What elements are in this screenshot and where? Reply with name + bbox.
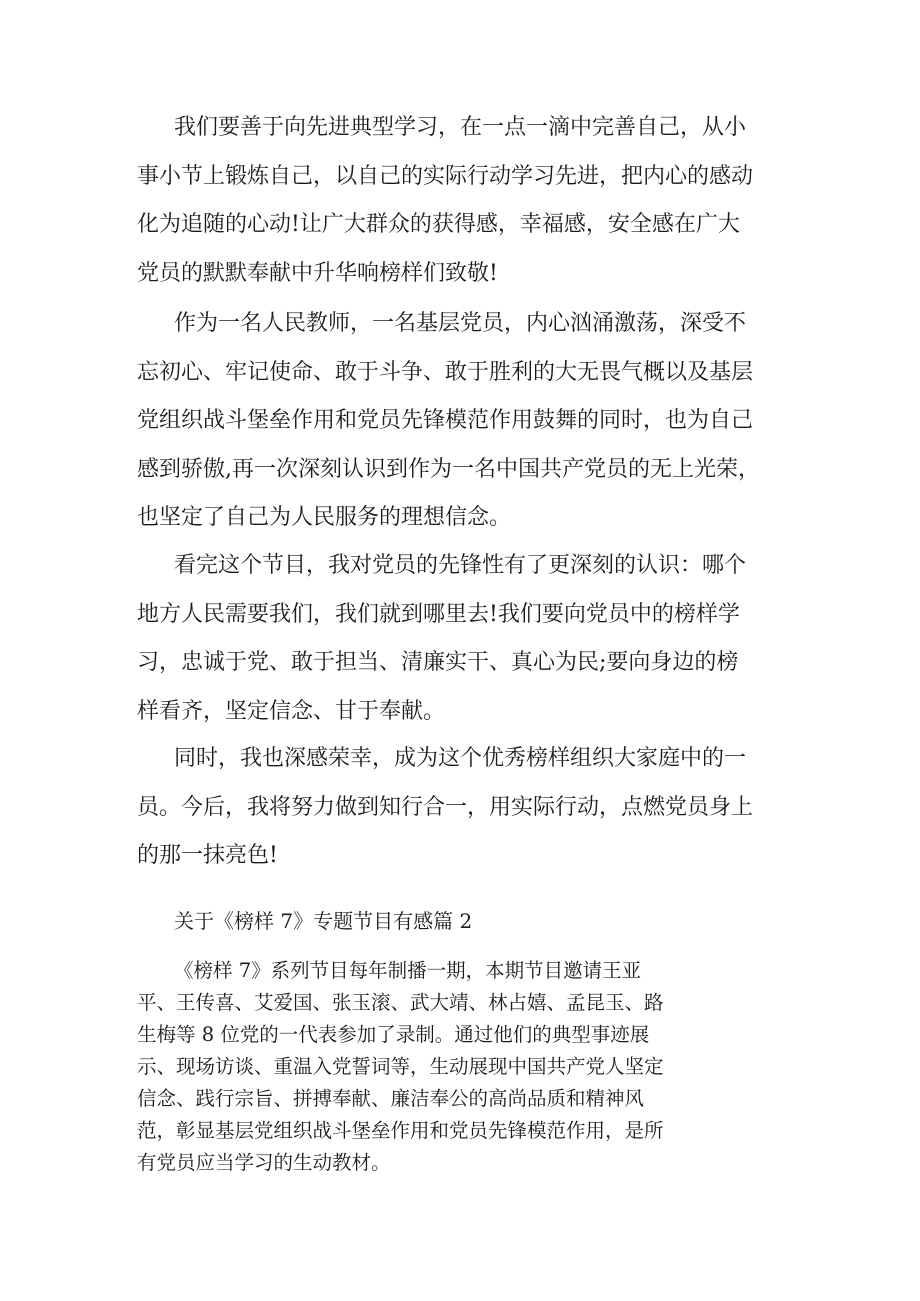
paragraph-line: 事小节上锻炼自己，以自己的实际行动学习先进，把内心的感动: [137, 163, 754, 189]
paragraph-line: 习，忠诚于党、敢于担当、清廉实干、真心为民;要向身边的榜: [137, 650, 739, 675]
paragraph-line: 看完这个节目，我对党员的先锋性有了更深刻的认识：哪个: [174, 553, 747, 578]
paragraph-line: 党组织战斗堡垒作用和党员先锋模范作用鼓舞的同时，也为自己: [137, 408, 754, 433]
paragraph-line: 信念、践行宗旨、拼搏奉献、廉洁奉公的高尚品质和精神风: [137, 1087, 645, 1110]
paragraph-line: 党员的默默奉献中升华响榜样们致敬!: [137, 260, 498, 286]
paragraph-line: 示、现场访谈、重温入党誓词等，生动展现中国共产党人坚定: [137, 1055, 664, 1078]
paragraph-line: 感到骄傲,再一次深刻认识到作为一名中国共产党员的无上光荣，: [137, 456, 760, 482]
paragraph-line: 有党员应当学习的生动教材。: [137, 1151, 391, 1174]
paragraph-line: 作为一名人民教师，一名基层党员，内心汹涌激荡，深受不: [174, 311, 747, 336]
paragraph-line: 的那一抹亮色!: [137, 843, 278, 868]
section-heading: 关于《榜样 7》专题节目有感篇 2: [174, 909, 473, 933]
paragraph-line: 生梅等 8 位党的一代表参加了录制。通过他们的典型事迹展: [137, 1023, 650, 1046]
paragraph-line: 样看齐，坚定信念、甘于奉献。: [137, 698, 446, 724]
paragraph-line: 平、王传喜、艾爱国、张玉滚、武大靖、林占嬉、孟昆玉、路: [137, 991, 664, 1014]
body-paragraph: [137, 735, 783, 881]
paragraph-line: 忘初心、牢记使命、敢于斗争、敢于胜利的大无畏气概以及基层: [137, 359, 754, 385]
paragraph-line: 同时，我也深感荣幸，成为这个优秀榜样组织大家庭中的一: [174, 746, 747, 771]
body-paragraph: [137, 955, 783, 1179]
body-paragraph: [137, 300, 783, 543]
paragraph-line: 我们要善于向先进典型学习，在一点一滴中完善自己，从小: [174, 115, 747, 140]
paragraph-line: 地方人民需要我们，我们就到哪里去!我们要向党员中的榜样学: [137, 601, 740, 627]
paragraph-line: 也坚定了自己为人民服务的理想信念。: [137, 505, 512, 530]
paragraph-line: 员。今后，我将努力做到知行合一，用实际行动，点燃党员身上: [137, 794, 754, 820]
body-paragraph: [137, 104, 783, 298]
paragraph-line: 化为追随的心动!让广大群众的获得感，幸福感，安全感在广大: [137, 212, 740, 237]
paragraph-line: 范，彰显基层党组织战斗堡垒作用和党员先锋模范作用，是所: [137, 1119, 664, 1142]
paragraph-line: 《榜样 7》系列节目每年制播一期，本期节目邀请王亚: [174, 959, 642, 982]
body-paragraph: [137, 542, 783, 736]
